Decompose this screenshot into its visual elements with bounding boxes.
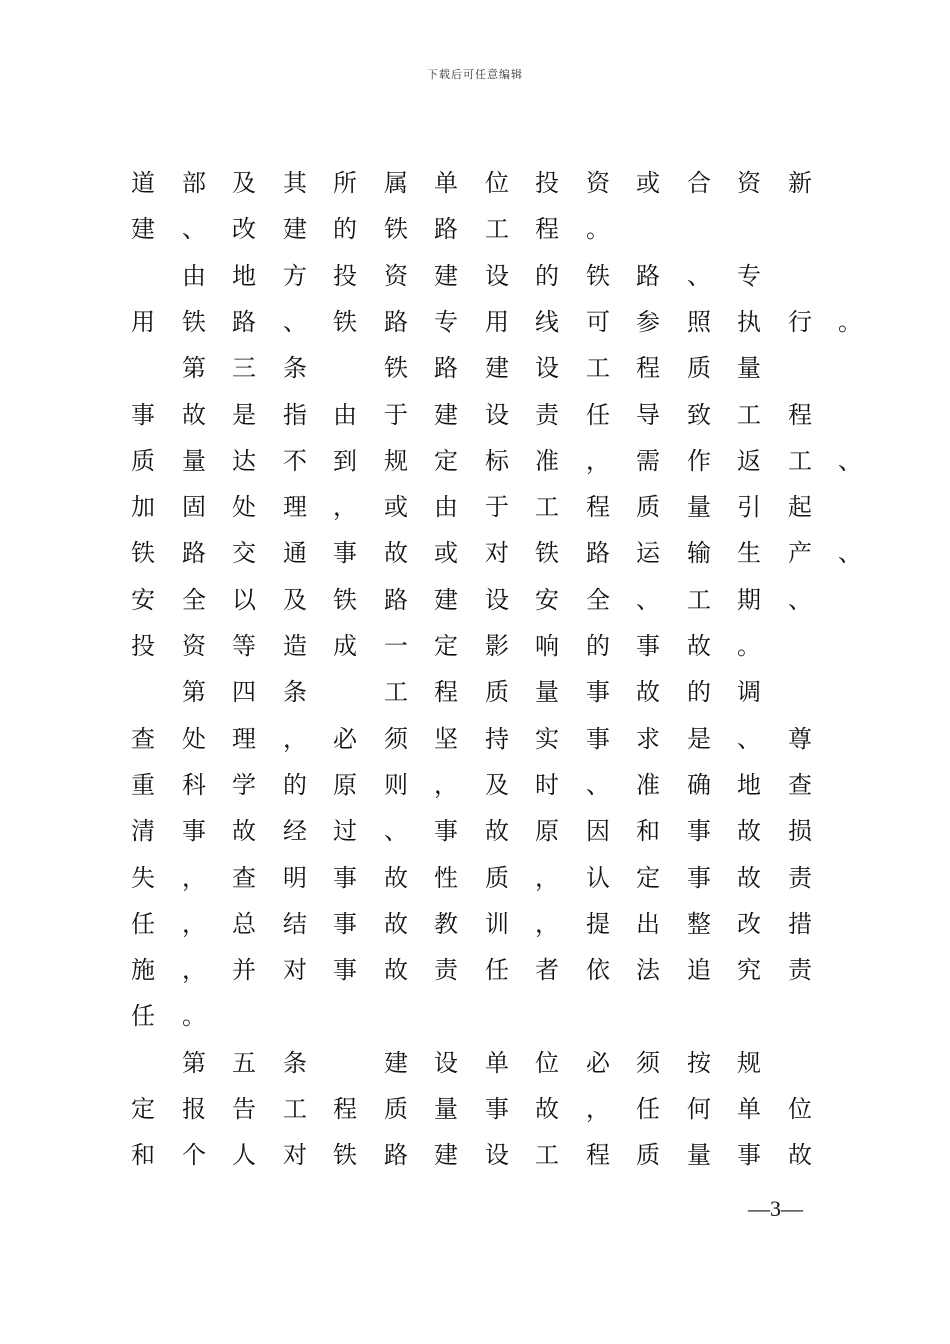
text-line: 重 科 学 的 原 则 ， 及 时 、 准 确 地 查 bbox=[131, 771, 812, 799]
text-line: 道 部 及 其 所 属 单 位 投 资 或 合 资 新 bbox=[131, 169, 812, 197]
text-line: 质 量 达 不 到 规 定 标 准 ， 需 作 返 工 、 bbox=[131, 447, 862, 475]
text-line: 失 ， 查 明 事 故 性 质 ， 认 定 事 故 责 bbox=[131, 864, 812, 892]
page-header: 下载后可任意编辑 bbox=[427, 68, 523, 81]
text-line: 事 故 是 指 由 于 建 设 责 任 导 致 工 程 bbox=[131, 401, 812, 429]
text-line: 定 报 告 工 程 质 量 事 故 ， 任 何 单 位 bbox=[131, 1095, 812, 1123]
text-line: 投 资 等 造 成 一 定 影 响 的 事 故 。 bbox=[131, 632, 761, 660]
page-number: —3— bbox=[748, 1196, 803, 1221]
text-line: 第 三 条 铁 路 建 设 工 程 质 量 bbox=[182, 354, 761, 382]
text-line: 任 ， 总 结 事 故 教 训 ， 提 出 整 改 措 bbox=[131, 910, 812, 938]
text-line: 铁 路 交 通 事 故 或 对 铁 路 运 输 生 产 、 bbox=[131, 539, 862, 567]
text-line: 查 处 理 ， 必 须 坚 持 实 事 求 是 、 尊 bbox=[131, 725, 812, 753]
text-line: 清 事 故 经 过 、 事 故 原 因 和 事 故 损 bbox=[131, 817, 812, 845]
text-line: 任 。 bbox=[131, 1002, 206, 1030]
text-line: 用 铁 路 、 铁 路 专 用 线 可 参 照 执 行 。 bbox=[131, 308, 862, 336]
text-line: 第 四 条 工 程 质 量 事 故 的 调 bbox=[182, 678, 761, 706]
text-line: 和 个 人 对 铁 路 建 设 工 程 质 量 事 故 bbox=[131, 1141, 812, 1169]
text-line: 加 固 处 理 ， 或 由 于 工 程 质 量 引 起 bbox=[131, 493, 812, 521]
text-line: 安 全 以 及 铁 路 建 设 安 全 、 工 期 、 bbox=[131, 586, 812, 614]
text-line: 施 ， 并 对 事 故 责 任 者 依 法 追 究 责 bbox=[131, 956, 812, 984]
text-line: 第 五 条 建 设 单 位 必 须 按 规 bbox=[182, 1049, 761, 1077]
text-line: 由 地 方 投 资 建 设 的 铁 路 、 专 bbox=[182, 262, 761, 290]
text-line: 建 、 改 建 的 铁 路 工 程 。 bbox=[131, 215, 610, 243]
